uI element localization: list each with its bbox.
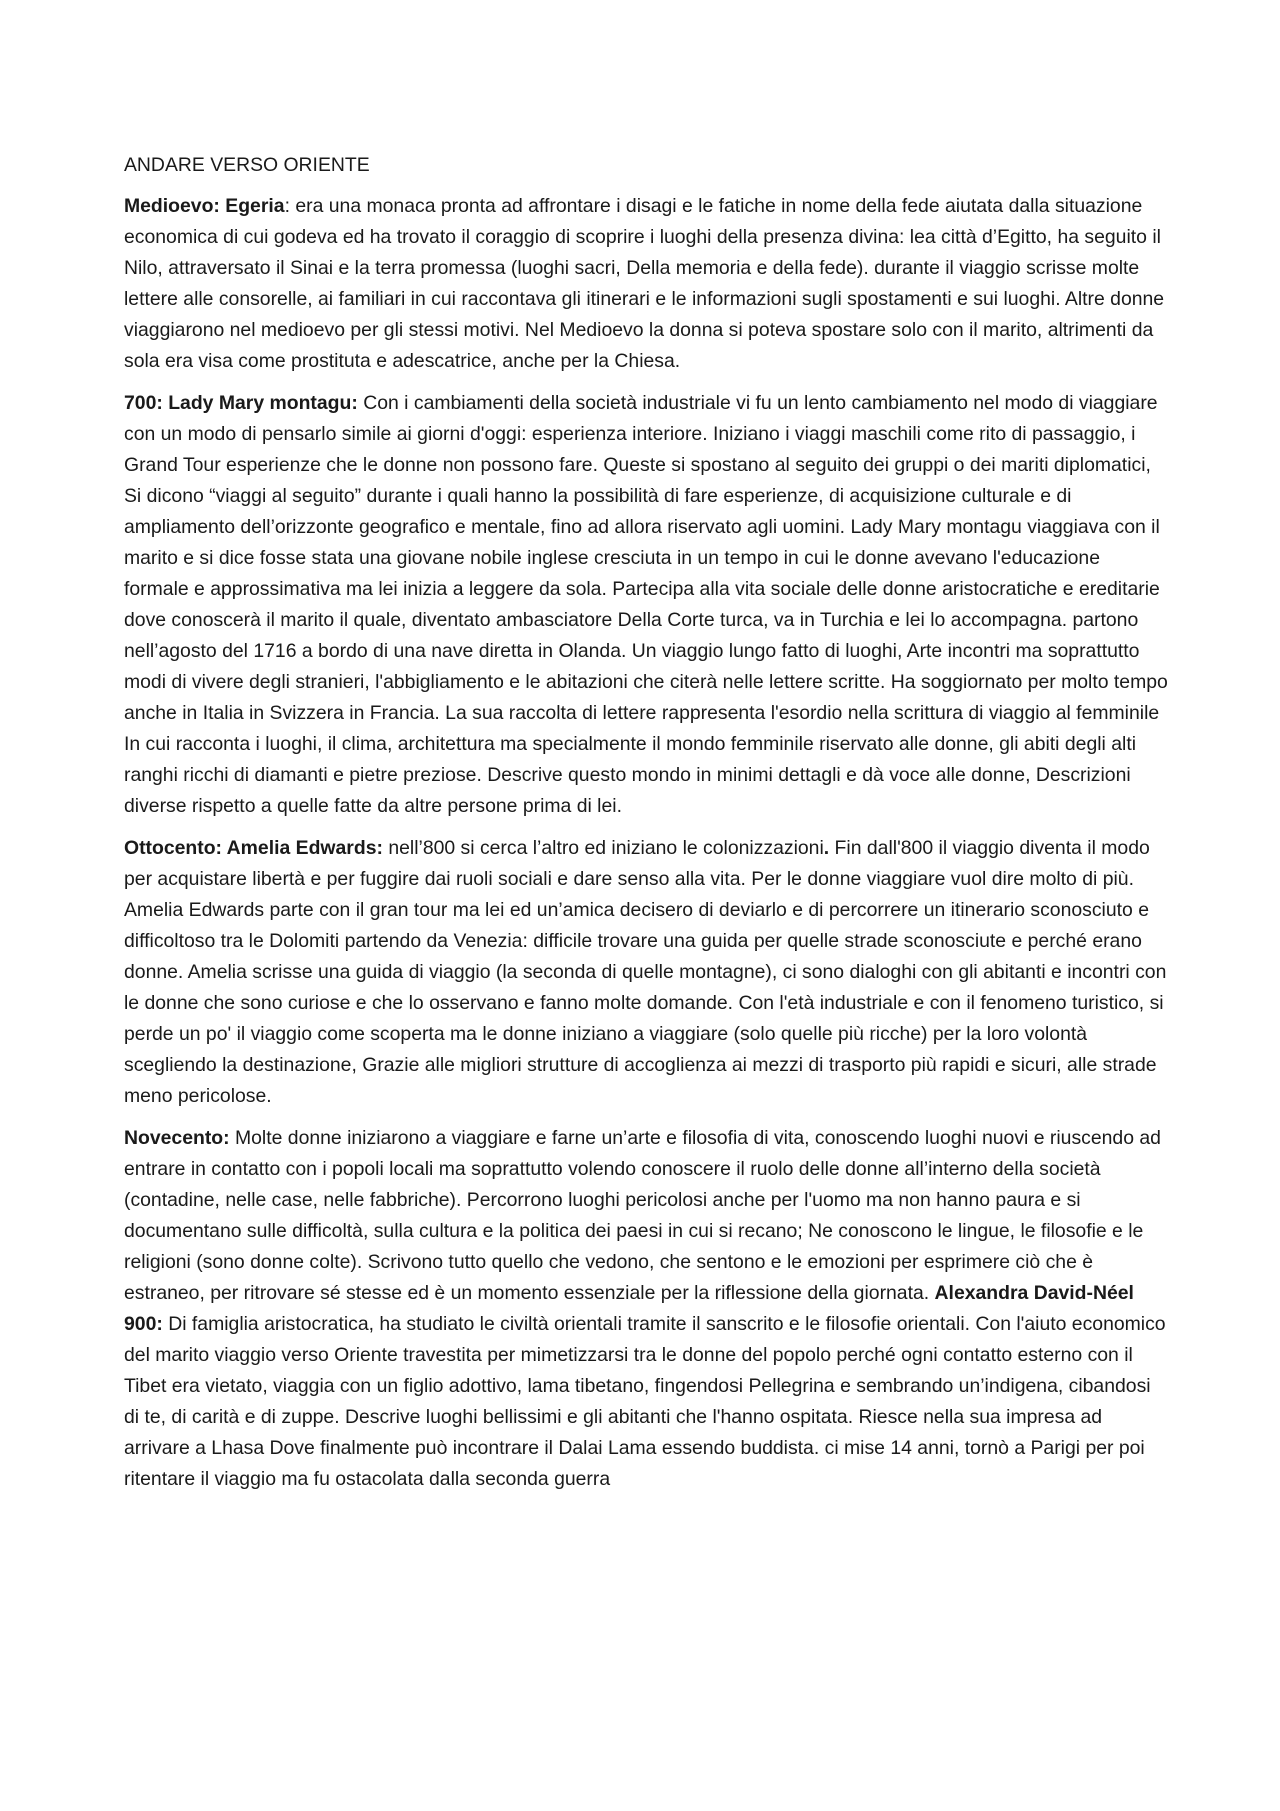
paragraph-heading: Ottocento: Amelia Edwards: xyxy=(124,837,383,859)
paragraph-heading: 700: Lady Mary montagu: xyxy=(124,392,358,414)
document-title: ANDARE VERSO ORIENTE xyxy=(124,154,370,176)
paragraph-ottocento xyxy=(124,833,1170,1112)
paragraph-subheading: Alexandra David-Néel 900: xyxy=(124,1282,1134,1335)
paragraph-700 xyxy=(124,388,1170,822)
paragraph-heading: Novecento: xyxy=(124,1127,230,1149)
paragraph-bold-dot: . xyxy=(823,837,830,859)
paragraph-text: nell’800 si cerca l’altro ed iniziano le colonizzazioni xyxy=(382,837,824,859)
paragraph-text: Molte donne iniziarono a viaggiare e farne un’arte e filosofia di vita, conoscendo luoghi nuovi e riuscendo ad entrare in contatto con i popoli locali ma soprattutto volendo conoscere il ruolo delle donne all’interno della società (contadine, nelle case, nelle fabbriche). Percorrono luoghi pericolosi anche per l'uomo ma non hanno paura e si documentano sulle difficoltà, sulla cultura e la politica dei paesi in cui si recano; Ne conoscono le lingue, le filosofie e le religioni (sono donne colte). Scrivono tutto quello che vedono, che sentono e le emozioni per esprimere ciò che è estraneo, per ritrovare sé stesse ed è un momento essenziale per la riflessione della giornata. xyxy=(124,1127,1161,1304)
paragraph-heading: Medioevo: xyxy=(124,195,220,217)
paragraph-text-continued: Di famiglia aristocratica, ha studiato le civiltà orientali tramite il sanscrito e le filosofie orientali. Con l'aiuto economico del marito viaggio verso Oriente travestita per mimetizzarsi tra le donne del popolo perché ogni contatto esterno con il Tibet era vietato, viaggia con un figlio adottivo, lama tibetano, fingendosi Pellegrina e sembrando un’indigena, cibandosi di te, di carità e di zuppe. Descrive luoghi bellissimi e gli abitanti che l'hanno ospitata. Riesce nella sua impresa ad arrivare a Lhasa Dove finalmente può incontrare il Dalai Lama essendo buddista. ci mise 14 anni, tornò a Parigi per poi ritentare il viaggio ma fu ostacolata dalla seconda guerra xyxy=(124,1313,1166,1490)
paragraph-text-continued: Fin dall'800 il viaggio diventa il modo per acquistare libertà e per fuggire dai ruoli sociali e dare senso alla vita. Per le donne viaggiare vuol dire molto di più. Amelia Edwards parte con il gran tour ma lei ed un’amica decisero di deviarlo e di percorrere un itinerario sconosciuto e difficoltoso tra le Dolomiti partendo da Venezia: difficile trovare una guida per quelle strade sconosciute e perché erano donne. Amelia scrisse una guida di viaggio (la seconda di quelle montagne), ci sono dialoghi con gli abitanti e incontri con le donne che sono curiose e che lo osservano e fanno molte domande. Con l'età industriale e con il fenomeno turistico, si perde un po' il viaggio come scoperta ma le donne iniziano a viaggiare (solo quelle più ricche) per la loro volontà scegliendo la destinazione, Grazie alle migliori strutture di accoglienza ai mezzi di trasporto più rapidi e sicuri, alle strade meno pericolose. xyxy=(124,837,1167,1107)
paragraph-heading-name: Egeria xyxy=(219,195,285,217)
paragraph-medioevo xyxy=(124,191,1170,377)
paragraph-text: Con i cambiamenti della società industriale vi fu un lento cambiamento nel modo di viaggiare con un modo di pensarlo simile ai giorni d'oggi: esperienza interiore. Iniziano i viaggi maschili come rito di passaggio, i Grand Tour esperienze che le donne non possono fare. Queste si spostano al seguito dei gruppi o dei mariti diplomatici, Si dicono “viaggi al seguito” durante i quali hanno la possibilità di fare esperienze, di acquisizione culturale e di ampliamento dell’orizzonte geografico e mentale, fino ad allora riservato agli uomini. Lady Mary montagu viaggiava con il marito e si dice fosse stata una giovane nobile inglese cresciuta in un tempo in cui le donne avevano l'educazione formale e approssimativa ma lei inizia a leggere da sola. Partecipa alla vita sociale delle donne aristocratiche e ereditarie dove conoscerà il marito il quale, diventato ambasciatore Della Corte turca, va in Turchia e lei lo accompagna. partono nell’agosto del 1716 a bordo di una nave diretta in Olanda. Un viaggio lungo fatto di luoghi, Arte incontri ma soprattutto modi di vivere degli stranieri, l'abbigliamento e le abitazioni che citerà nelle lettere scritte. Ha soggiornato per molto tempo anche in Italia in Svizzera in Francia. La sua raccolta di lettere rappresenta l'esordio nella scrittura di viaggio al femminile In cui racconta i luoghi, il clima, architettura ma specialmente il mondo femminile riservato alle donne, gli abiti degli alti ranghi ricchi di diamanti e pietre preziose. Descrive questo mondo in minimi dettagli e dà voce alle donne, Descrizioni diverse rispetto a quelle fatte da altre persone prima di lei. xyxy=(124,392,1168,817)
paragraph-text: : era una monaca pronta ad affrontare i disagi e le fatiche in nome della fede aiutata dalla situazione economica di cui godeva ed ha trovato il coraggio di scoprire i luoghi della presenza divina: lea città d’Egitto, ha seguito il Nilo, attraversato il Sinai e la terra promessa (luoghi sacri, Della memoria e della fede). durante il viaggio scrisse molte lettere alle consorelle, ai familiari in cui raccontava gli itinerari e le informazioni sugli spostamenti e sui luoghi. Altre donne viaggiarono nel medioevo per gli stessi motivi. Nel Medioevo la donna si poteva spostare solo con il marito, altrimenti da sola era visa come prostituta e adescatrice, anche per la Chiesa. xyxy=(124,195,1165,372)
paragraph-novecento xyxy=(124,1123,1170,1495)
document-page xyxy=(124,150,1170,1506)
